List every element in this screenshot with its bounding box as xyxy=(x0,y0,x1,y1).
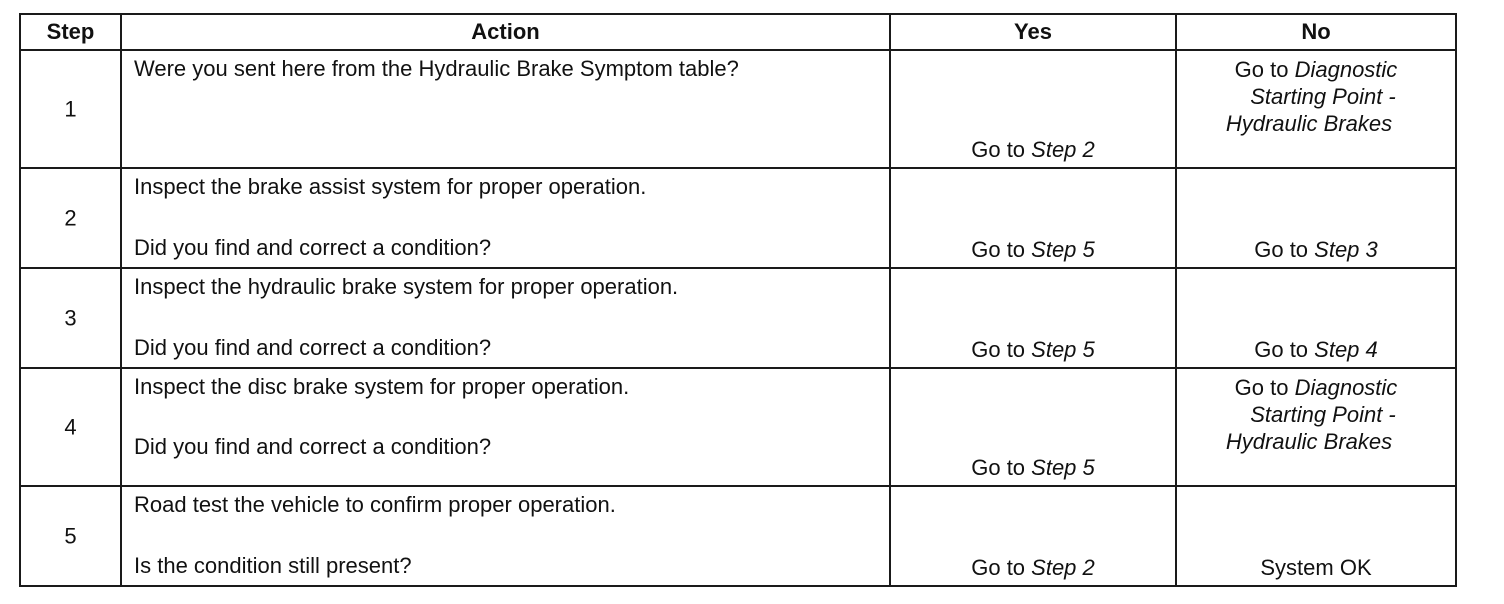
yes-target: Step 5 xyxy=(1031,337,1095,362)
no-result: System OK xyxy=(1260,555,1372,580)
yes-goto: Go to Step 5 xyxy=(971,337,1095,362)
header-step: Step xyxy=(20,14,121,50)
action-question: Did you find and correct a condition? xyxy=(134,235,492,260)
step-cell xyxy=(20,368,121,486)
no-goto: Go to Diagnostic Starting Point - Hydraulic Brakes xyxy=(1225,57,1398,136)
header-row xyxy=(20,14,1456,50)
yes-goto: Go to Step 2 xyxy=(971,555,1095,580)
no-target: Step 4 xyxy=(1314,337,1378,362)
no-cell xyxy=(1176,486,1456,586)
step-cell xyxy=(20,50,121,168)
yes-cell xyxy=(890,368,1176,486)
yes-cell xyxy=(890,50,1176,168)
header-no: No xyxy=(1176,14,1456,50)
step-cell xyxy=(20,486,121,586)
action-text: Road test the vehicle to confirm proper operation. xyxy=(134,492,616,517)
yes-target: Step 2 xyxy=(1031,137,1095,162)
action-text: Were you sent here from the Hydraulic Brake Symptom table? xyxy=(134,56,739,81)
yes-target: Step 5 xyxy=(1031,455,1095,480)
action-cell xyxy=(121,486,890,586)
step-cell xyxy=(20,268,121,368)
yes-goto: Go to Step 5 xyxy=(971,237,1095,262)
action-question: Did you find and correct a condition? xyxy=(134,434,492,459)
yes-goto: Go to Step 5 xyxy=(971,455,1095,480)
action-question: Is the condition still present? xyxy=(134,553,412,578)
table-row xyxy=(20,368,1456,486)
action-text: Inspect the disc brake system for proper operation. xyxy=(134,374,630,399)
no-goto: Go to Step 4 xyxy=(1254,337,1378,362)
yes-target: Step 2 xyxy=(1031,555,1095,580)
step-number: 5 xyxy=(64,523,77,549)
action-text: Inspect the brake assist system for proper operation. xyxy=(134,174,647,199)
step-number: 2 xyxy=(64,205,77,231)
step-cell xyxy=(20,168,121,268)
no-goto: Go to Diagnostic Starting Point - Hydraulic Brakes xyxy=(1225,375,1398,454)
no-cell xyxy=(1176,268,1456,368)
table-row xyxy=(20,168,1456,268)
action-cell xyxy=(121,268,890,368)
table-row xyxy=(20,50,1456,168)
no-target: Step 3 xyxy=(1314,237,1378,262)
action-cell xyxy=(121,50,890,168)
yes-cell xyxy=(890,486,1176,586)
no-cell xyxy=(1176,368,1456,486)
no-goto: Go to Step 3 xyxy=(1254,237,1378,262)
diagnostic-table xyxy=(19,13,1457,587)
yes-cell xyxy=(890,268,1176,368)
header-action: Action xyxy=(121,14,890,50)
action-question: Did you find and correct a condition? xyxy=(134,335,492,360)
step-number: 3 xyxy=(64,305,77,331)
yes-target: Step 5 xyxy=(1031,237,1095,262)
step-number: 1 xyxy=(64,96,77,122)
no-cell xyxy=(1176,50,1456,168)
action-cell xyxy=(121,368,890,486)
table-row xyxy=(20,486,1456,586)
no-cell xyxy=(1176,168,1456,268)
step-number: 4 xyxy=(64,414,77,440)
yes-goto: Go to Step 2 xyxy=(971,137,1095,162)
table-row xyxy=(20,268,1456,368)
action-cell xyxy=(121,168,890,268)
action-text: Inspect the hydraulic brake system for proper operation. xyxy=(134,274,679,299)
header-yes: Yes xyxy=(890,14,1176,50)
yes-cell xyxy=(890,168,1176,268)
